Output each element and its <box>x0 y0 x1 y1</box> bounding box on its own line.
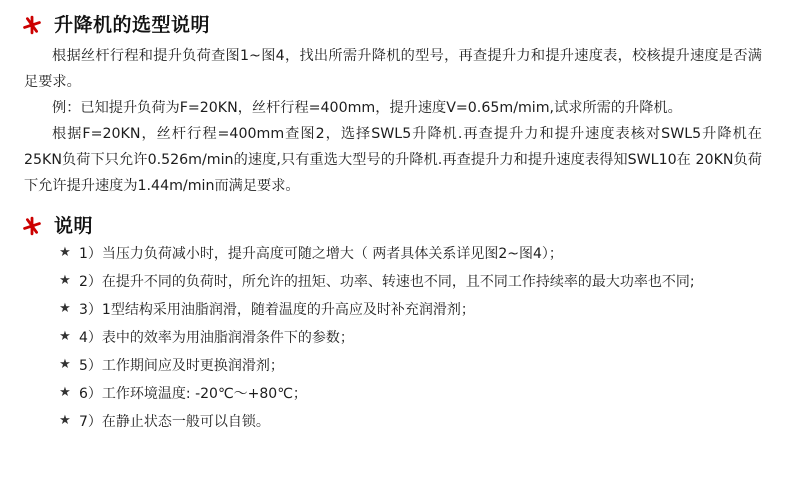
list-item-label: 4）表中的效率为用油脂润滑条件下的参数； <box>79 329 354 346</box>
page-title: 升降机的选型说明 <box>54 14 211 36</box>
list-item <box>22 300 768 320</box>
star-icon: ★ <box>59 300 71 316</box>
list-item-label: 7）在静止状态一般可以自锁。 <box>79 413 270 430</box>
selection-description-body <box>22 43 768 199</box>
paragraph: 根据F=20KN，丝杆行程=400mm查图2，选择SWL5升降机.再查提升力和提升速度表核对SWL5升降机在25KN负荷下只允许0.526m/min的速度,只有重选大型号的升降机.再查提升力和提升速度表得知SWL10在 20KN负荷下允许提升速度为1.44m/min而满足要求。 <box>24 125 762 194</box>
list-item <box>22 412 768 432</box>
star-icon: ★ <box>59 384 71 400</box>
list-item <box>22 384 768 404</box>
section-header-selection <box>22 14 768 37</box>
list-item-label: 6）工作环境温度: -20℃～+80℃； <box>79 385 307 402</box>
asterisk-icon <box>22 15 42 35</box>
notes-list <box>22 244 768 432</box>
star-icon: ★ <box>59 412 71 428</box>
list-item-label: 3）1型结构采用油脂润滑，随着温度的升高应及时补充润滑剂； <box>79 301 475 318</box>
star-icon: ★ <box>59 272 71 288</box>
list-item-label: 1）当压力负荷减小时，提升高度可随之增大（ 两者具体关系详见图2~图4）； <box>79 245 563 262</box>
star-icon: ★ <box>59 356 71 372</box>
star-icon: ★ <box>59 328 71 344</box>
list-item-label: 2）在提升不同的负荷时，所允许的扭矩、功率、转速也不同，且不同工作持续率的最大功率也不同; <box>79 273 695 290</box>
section-header-notes <box>22 215 768 238</box>
list-item-label: 5）工作期间应及时更换润滑剂； <box>79 357 284 374</box>
list-item <box>22 244 768 264</box>
notes-title: 说明 <box>54 214 94 237</box>
list-item <box>22 272 768 292</box>
list-item <box>22 328 768 348</box>
paragraph: 根据丝杆行程和提升负荷查图1~图4，找出所需升降机的型号，再查提升力和提升速度表，校核提升速度是否满足要求。 <box>24 47 762 90</box>
star-icon: ★ <box>59 244 71 260</box>
paragraph: 例：已知提升负荷为F=20KN，丝杆行程=400mm，提升速度V=0.65m/mim,试求所需的升降机。 <box>52 99 682 116</box>
asterisk-icon <box>22 216 42 236</box>
list-item <box>22 356 768 376</box>
